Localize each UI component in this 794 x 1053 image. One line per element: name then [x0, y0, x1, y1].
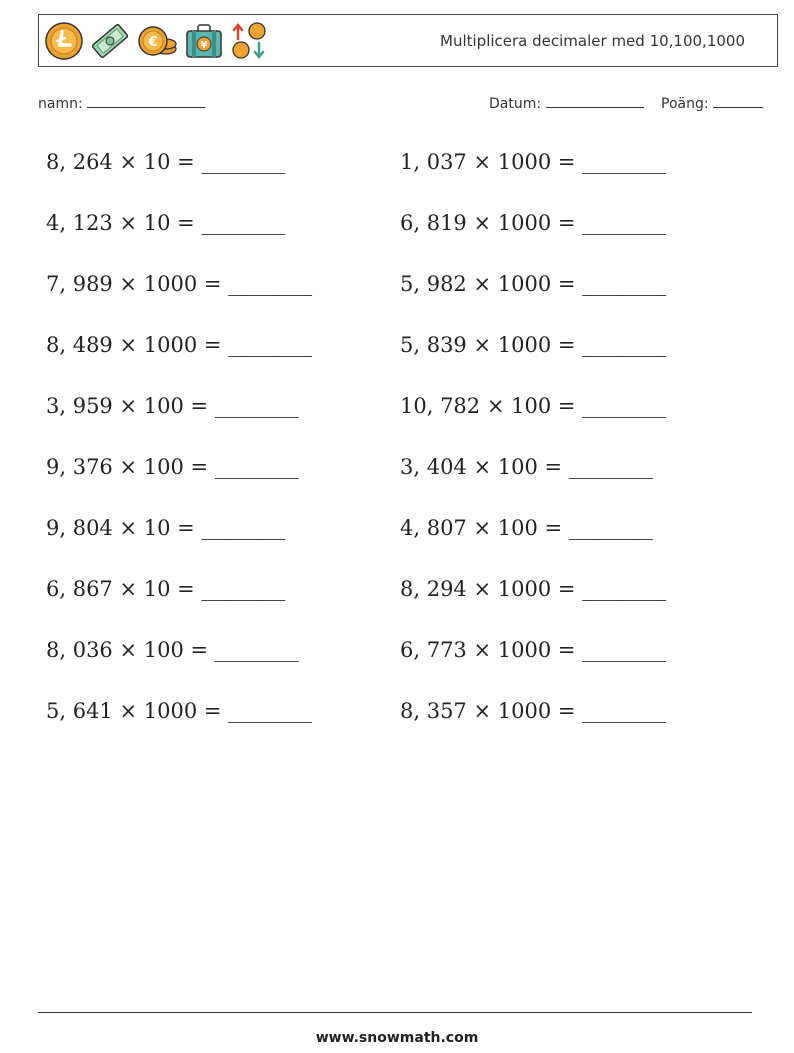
problem-right-5: 10, 782 × 100 = ________ [400, 394, 667, 418]
yen-case-icon [184, 21, 224, 61]
date-field [489, 95, 644, 112]
problem-right-6: 3, 404 × 100 = ________ [400, 455, 653, 479]
problem-left-5: 3, 959 × 100 = ________ [46, 394, 299, 418]
footer-url[interactable]: www.snowmath.com [315, 1030, 479, 1046]
date-line [546, 95, 644, 108]
problem-right-4: 5, 839 × 1000 = ________ [400, 333, 667, 357]
litecoin-icon [44, 21, 84, 61]
problem-right-10: 8, 357 × 1000 = ________ [400, 699, 667, 723]
name-label: namn: [38, 96, 83, 112]
problem-right-9: 6, 773 × 1000 = ________ [400, 638, 667, 662]
banknote-icon [90, 21, 130, 61]
worksheet-header [38, 14, 778, 67]
svg-text:€: € [148, 35, 158, 50]
problem-left-4: 8, 489 × 1000 = ________ [46, 333, 313, 357]
problem-right-8: 8, 294 × 1000 = ________ [400, 577, 667, 601]
problem-left-3: 7, 989 × 1000 = ________ [46, 272, 313, 296]
problem-right-7: 4, 807 × 100 = ________ [400, 516, 653, 540]
exchange-arrows-icon [230, 21, 270, 61]
name-line [87, 95, 205, 108]
problem-left-2: 4, 123 × 10 = ________ [46, 211, 286, 235]
worksheet-title: Multiplicera decimaler med 10,100,1000 [440, 32, 745, 50]
problem-right-3: 5, 982 × 1000 = ________ [400, 272, 667, 296]
problem-right-2: 6, 819 × 1000 = ________ [400, 211, 667, 235]
problem-left-10: 5, 641 × 1000 = ________ [46, 699, 313, 723]
problem-left-9: 8, 036 × 100 = ________ [46, 638, 299, 662]
score-field [661, 95, 763, 112]
problem-right-1: 1, 037 × 1000 = ________ [400, 150, 667, 174]
svg-text:¥: ¥ [200, 40, 208, 51]
score-label: Poäng: [661, 96, 709, 112]
problem-left-7: 9, 804 × 10 = ________ [46, 516, 286, 540]
date-label: Datum: [489, 96, 542, 112]
footer-divider [38, 1012, 752, 1013]
problem-left-1: 8, 264 × 10 = ________ [46, 150, 286, 174]
problem-left-8: 6, 867 × 10 = ________ [46, 577, 286, 601]
name-field [38, 95, 205, 112]
euro-coins-icon [136, 21, 178, 61]
header-icons [44, 21, 270, 61]
problem-left-6: 9, 376 × 100 = ________ [46, 455, 299, 479]
score-line [713, 95, 763, 108]
